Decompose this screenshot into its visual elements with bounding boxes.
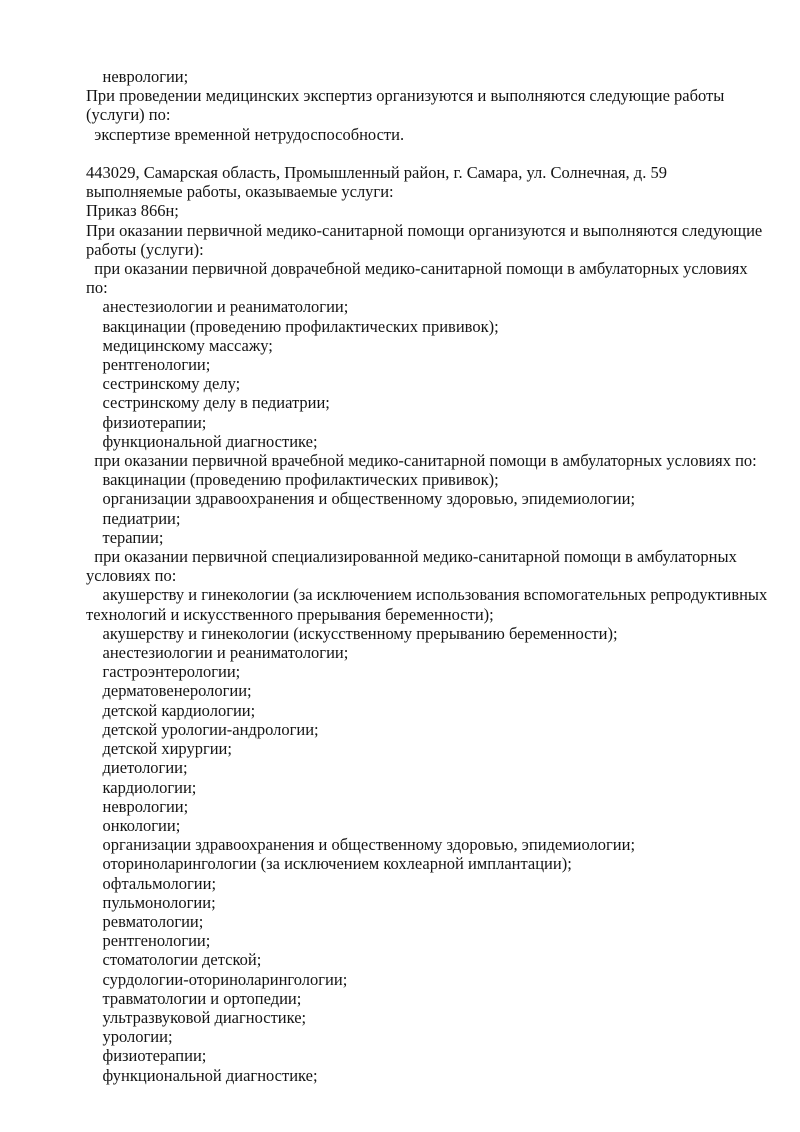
text-line: сестринскому делу в педиатрии; — [86, 393, 330, 413]
text-line: 443029, Самарская область, Промышленный район, г. Самара, ул. Солнечная, д. 59 — [86, 163, 667, 182]
text-line: при оказании первичной доврачебной медико-санитарной помощи в амбулаторных условиях — [86, 259, 748, 279]
text-line: пульмонологии; — [86, 892, 216, 912]
text-line: работы (услуги): — [86, 239, 204, 259]
text-line: детской кардиологии; — [86, 700, 256, 720]
text-line: дерматовенерологии; — [86, 681, 252, 701]
text-line: рентгенологии; — [86, 355, 211, 375]
text-line: рентгенологии; — [86, 931, 211, 951]
text-line: детской урологии-андрологии; — [86, 719, 319, 739]
text-line: При оказании первичной медико-санитарной помощи организуются и выполняются следующие — [86, 220, 763, 240]
text-line: условиях по: — [86, 566, 177, 586]
text-line: акушерству и гинекологии (за исключением использования вспомогательных репродуктивных — [86, 585, 768, 605]
text-line: физиотерапии; — [86, 1046, 207, 1066]
text-line: неврологии; — [86, 67, 189, 86]
text-line: педиатрии; — [86, 508, 181, 528]
text-line: ультразвуковой диагностике; — [86, 1007, 307, 1027]
text-line: неврологии; — [86, 796, 189, 816]
text-line: физиотерапии; — [86, 412, 207, 432]
text-line: гастроэнтерологии; — [86, 662, 241, 682]
text-line: сестринскому делу; — [86, 374, 241, 394]
text-line: технологий и искусственного прерывания беременности); — [86, 604, 494, 624]
text-line: анестезиологии и реаниматологии; — [86, 297, 349, 317]
text-line: анестезиологии и реаниматологии; — [86, 643, 349, 663]
text-line: травматологии и ортопедии; — [86, 988, 302, 1008]
text-line: терапии; — [86, 527, 164, 547]
text-line: кардиологии; — [86, 777, 197, 797]
text-line: вакцинации (проведению профилактических прививок); — [86, 470, 499, 490]
text-line: диетологии; — [86, 758, 188, 778]
text-line: акушерству и гинекологии (искусственному прерыванию беременности); — [86, 623, 618, 643]
text-line: вакцинации (проведению профилактических прививок); — [86, 316, 499, 336]
text-line: онкологии; — [86, 815, 181, 835]
text-line: Приказ 866н; — [86, 201, 179, 221]
text-line: по: — [86, 278, 108, 298]
text-line: сурдологии-оториноларингологии; — [86, 969, 348, 989]
license-services-text — [86, 67, 790, 1085]
text-line: оториноларингологии (за исключением кохлеарной имплантации); — [86, 854, 572, 874]
text-line: организации здравоохранения и общественному здоровью, эпидемиологии; — [86, 489, 636, 509]
text-line: урологии; — [86, 1027, 173, 1047]
text-line: экспертизе временной нетрудоспособности. — [86, 124, 405, 144]
text-line: функциональной диагностике; — [86, 1065, 318, 1085]
text-line: при оказании первичной специализированной медико-санитарной помощи в амбулаторных — [86, 547, 737, 567]
text-line: (услуги) по: — [86, 105, 171, 125]
text-line: организации здравоохранения и общественному здоровью, эпидемиологии; — [86, 835, 636, 855]
text-line: При проведении медицинских экспертиз организуются и выполняются следующие работы — [86, 86, 725, 106]
text-line: ревматологии; — [86, 911, 204, 931]
text-line: стоматологии детской; — [86, 950, 262, 970]
text-line: функциональной диагностике; — [86, 431, 318, 451]
text-line — [86, 144, 790, 163]
text-line: выполняемые работы, оказываемые услуги: — [86, 182, 394, 202]
text-line: медицинскому массажу; — [86, 335, 273, 355]
text-line: офтальмологии; — [86, 873, 217, 893]
text-line: детской хирургии; — [86, 739, 232, 759]
text-line: при оказании первичной врачебной медико-санитарной помощи в амбулаторных условиях по: — [86, 451, 757, 471]
